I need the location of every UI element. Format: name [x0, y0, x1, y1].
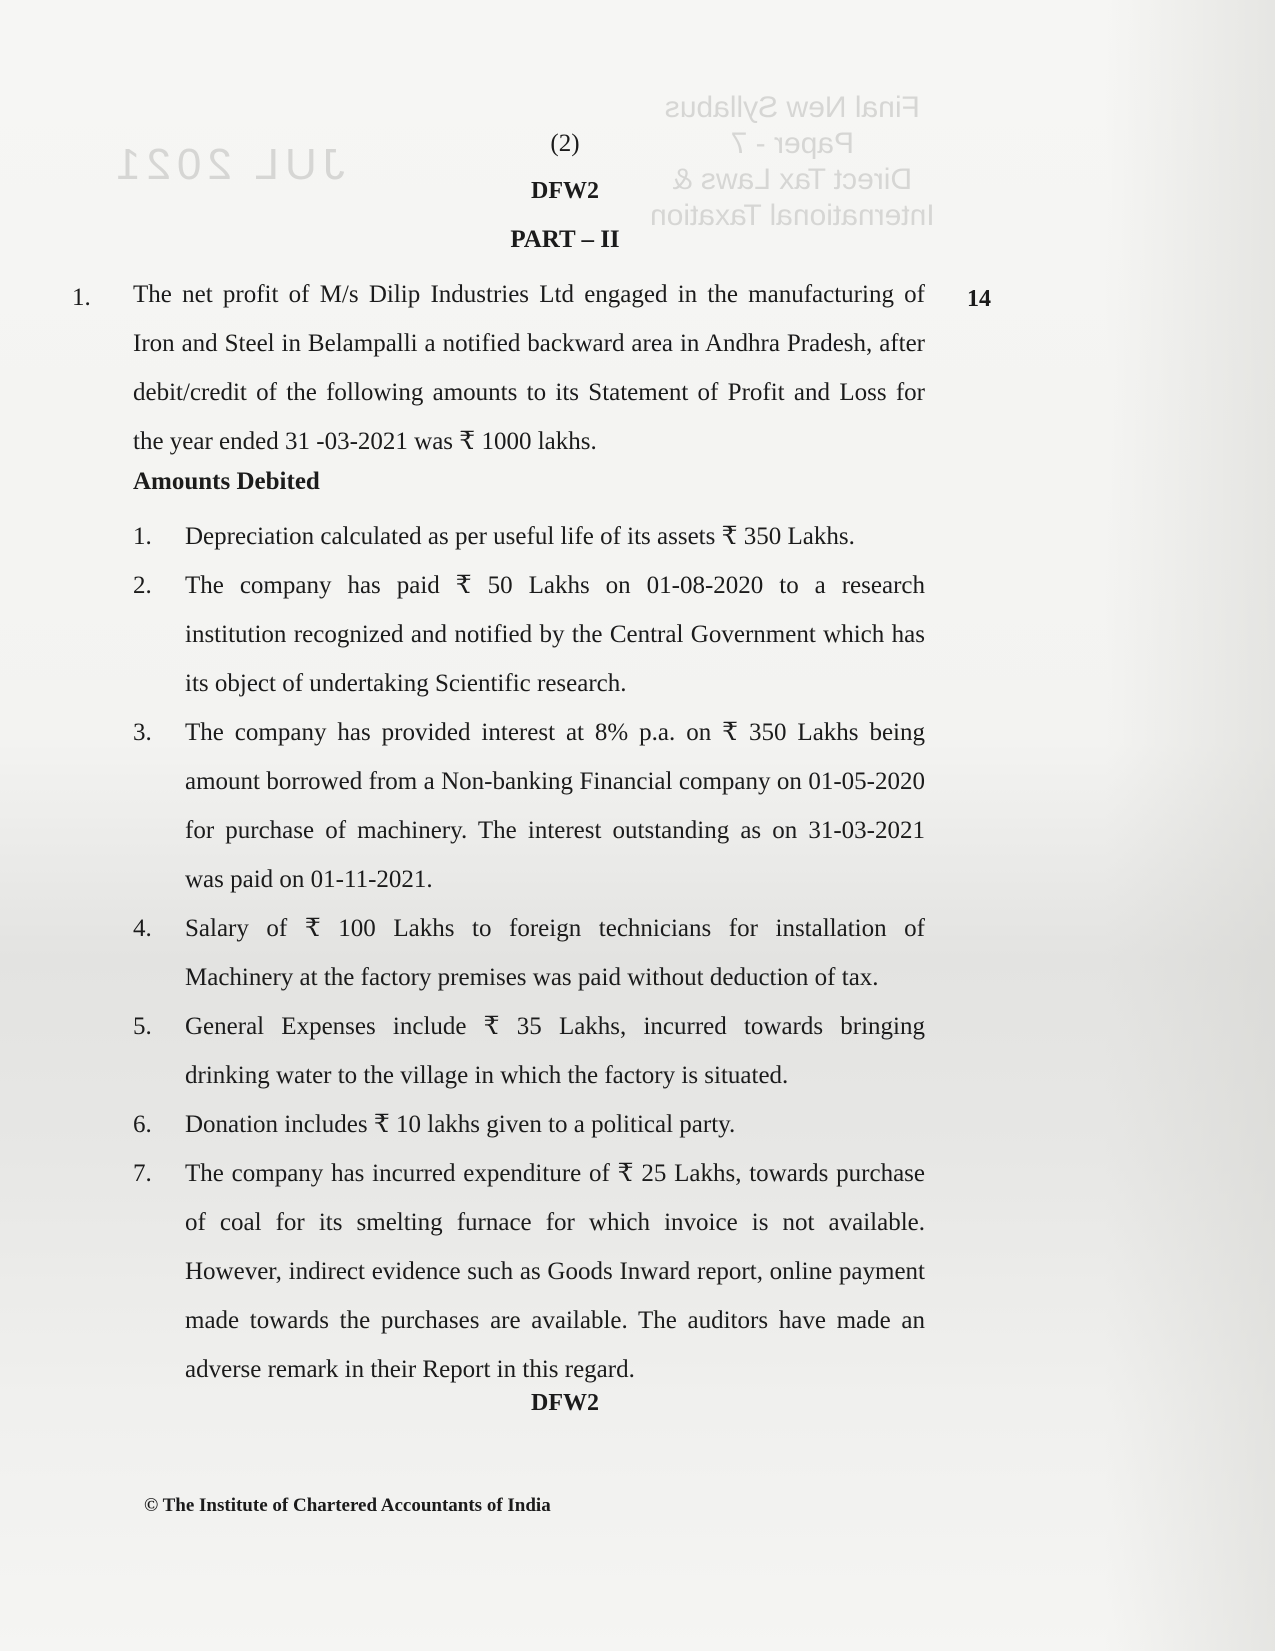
item-text: Donation includes ₹ 10 lakhs given to a political party. — [185, 1111, 736, 1138]
question-text: The net profit of M/s Dilip Industries Ltd engaged in the manufacturing of Iron and Steel in Belampalli a notified backward area in Andhra Pradesh, after debit/credit of the following amounts to its Statement of Profit and Loss for the year ended 31 -03-2021 was ₹ 1000 lakhs. — [133, 281, 925, 455]
list-item — [133, 904, 925, 1002]
list-item — [133, 561, 925, 708]
bleed-through-line: Paper - 7 — [730, 127, 855, 160]
item-number: 6. — [133, 1111, 152, 1138]
list-item — [133, 1100, 925, 1149]
item-text: The company has paid ₹ 50 Lakhs on 01-08-2020 to a research institution recognized and notified by the Central Government which has its object of undertaking Scientific research. — [185, 572, 925, 697]
bleed-through-line: International Taxation — [650, 199, 935, 232]
amounts-debited-heading: Amounts Debited — [133, 468, 320, 495]
question-number: 1. — [72, 284, 91, 311]
bleed-through-line: Final New Syllabus — [664, 91, 920, 124]
list-item — [133, 512, 925, 561]
item-number: 7. — [133, 1160, 152, 1187]
page-shadow — [1105, 0, 1275, 1651]
list-item — [133, 708, 925, 904]
list-item — [133, 1149, 925, 1394]
item-number: 2. — [133, 572, 152, 599]
item-text: Salary of ₹ 100 Lakhs to foreign technicians for installation of Machinery at the factory premises was paid without deduction of tax. — [185, 915, 925, 991]
item-number: 5. — [133, 1013, 152, 1040]
question-marks: 14 — [967, 286, 991, 312]
part-heading: PART – II — [510, 226, 620, 253]
bleed-through-stamp: JUL 2021 — [110, 140, 345, 189]
debited-items-list — [133, 512, 925, 1394]
paper-code-bottom: DFW2 — [531, 1390, 599, 1416]
item-text: The company has provided interest at 8% p.a. on ₹ 350 Lakhs being amount borrowed from a Non-banking Financial company on 01-05-2020 for purchase of machinery. The interest outstanding as on 31-03-2021 was paid on 01-11-2021. — [185, 719, 925, 893]
item-text: General Expenses include ₹ 35 Lakhs, incurred towards bringing drinking water to the village in which the factory is situated. — [185, 1013, 925, 1089]
paper-code-top: DFW2 — [531, 178, 599, 204]
item-number: 3. — [133, 719, 152, 746]
item-text: Depreciation calculated as per useful life of its assets ₹ 350 Lakhs. — [185, 523, 855, 550]
item-text: The company has incurred expenditure of ₹ 25 Lakhs, towards purchase of coal for its smelting furnace for which invoice is not available. However, indirect evidence such as Goods Inward report, online payment made towards the purchases are available. The auditors have made an adverse remark in their Report in this regard. — [185, 1160, 925, 1383]
bleed-through-title — [650, 90, 935, 234]
item-number: 1. — [133, 523, 152, 550]
list-item — [133, 1002, 925, 1100]
page-number: (2) — [550, 130, 580, 157]
bleed-through-line: Direct Tax Laws & — [672, 163, 913, 196]
copyright-footer: © The Institute of Chartered Accountants of India — [144, 1495, 551, 1516]
item-number: 4. — [133, 915, 152, 942]
